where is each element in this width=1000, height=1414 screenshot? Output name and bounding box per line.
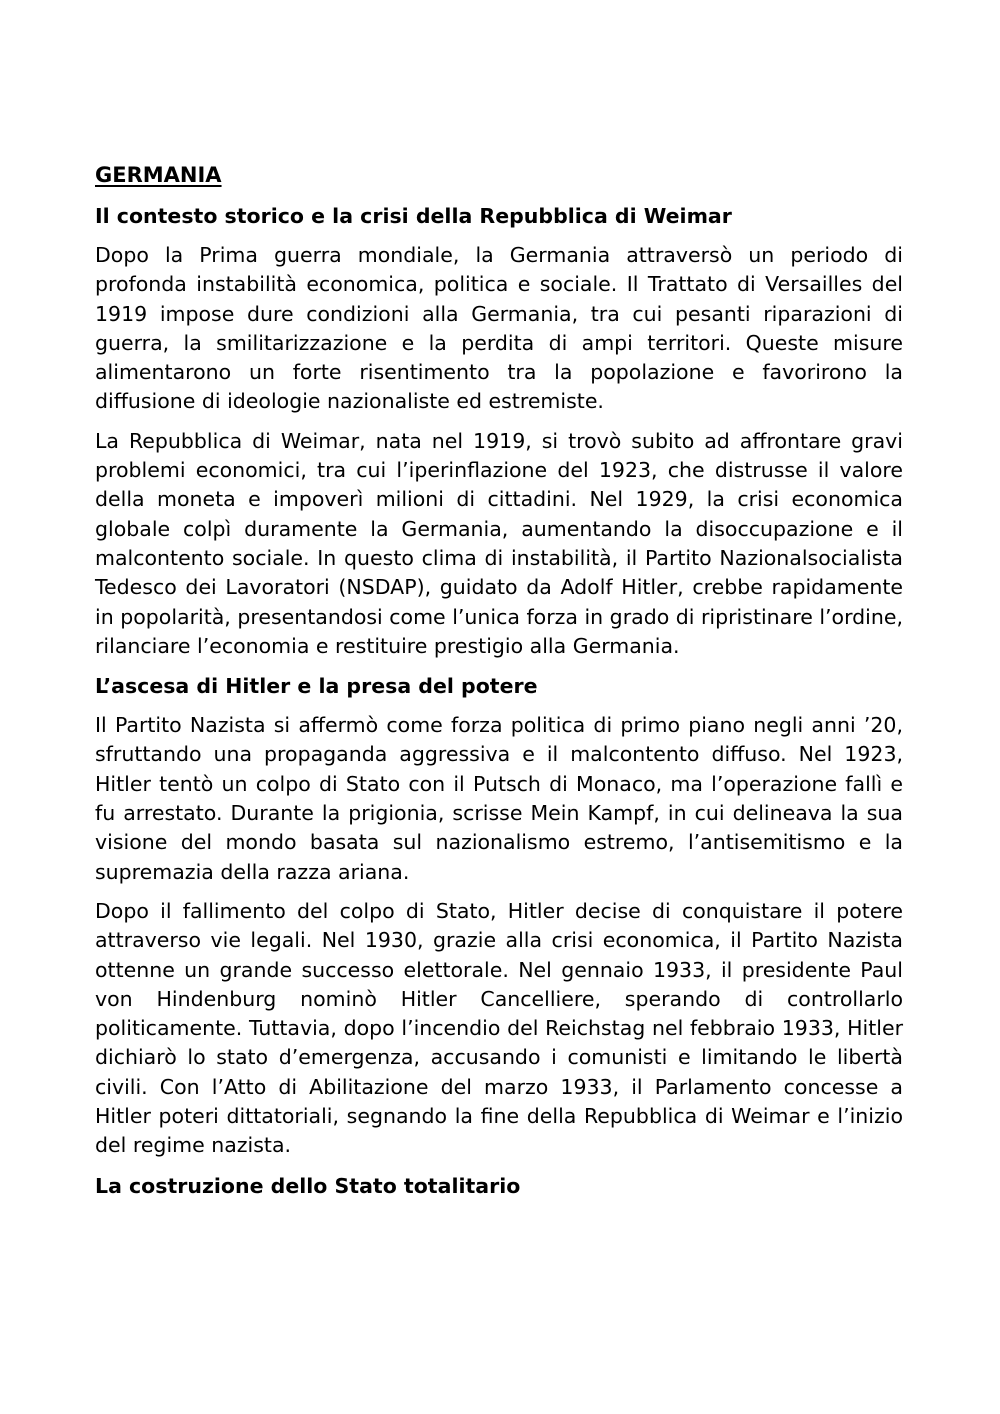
- document-page: [95, 160, 903, 1211]
- section-heading-totalitarian-state: La costruzione dello Stato totalitario: [95, 1173, 521, 1198]
- paragraph-seizure-of-power: Dopo il fallimento del colpo di Stato, Hitler decise di conquistare il potere attraverso vie legali. Nel 1930, grazie alla crisi economica, il Partito Nazista ottenne un grande successo elettorale. Nel gennaio 1933, il presidente Paul von Hindenburg nominò Hitler Cancelliere, sperando di controllarlo politicamente. Tuttavia, dopo l’incendio del Reichstag nel febbraio 1933, Hitler dichiarò lo stato d’emergenza, accusando i comunisti e limitando le libertà civili. Con l’Atto di Abilitazione del marzo 1933, il Parlamento concesse a Hitler poteri dittatoriali, segnando la fine della Repubblica di Weimar e l’inizio del regime nazista.: [95, 898, 903, 1158]
- section-heading-weimar: Il contesto storico e la crisi della Repubblica di Weimar: [95, 204, 732, 228]
- paragraph-nazi-party-rise: Il Partito Nazista si affermò come forza politica di primo piano negli anni ’20, sfruttando una propaganda aggressiva e il malcontento diffuso. Nel 1923, Hitler tentò un colpo di Stato con il Putsch di Monaco, ma l’operazione fallì e fu arrestato. Durante la prigionia, scrisse Mein Kampf, in cui delineava la sua visione del mondo basata sul nazionalismo estremo, l’antisemitismo e la supremazia della razza ariana.: [95, 713, 903, 884]
- paragraph-weimar-crisis: La Repubblica di Weimar, nata nel 1919, si trovò subito ad affrontare gravi problemi economici, tra cui l’iperinflazione del 1923, che distrusse il valore della moneta e impoverì milioni di cittadini. Nel 1929, la crisi economica globale colpì duramente la Germania, aumentando la disoccupazione e il malcontento sociale. In questo clima di instabilità, il Partito Nazionalsocialista Tedesco dei Lavoratori (NSDAP), guidato da Adolf Hitler, crebbe rapidamente in popolarità, presentandosi come l’unica forza in grado di ripristinare l’ordine, rilanciare l’economia e restituire prestigio alla Germania.: [95, 428, 903, 658]
- document-title: GERMANIA: [95, 163, 222, 187]
- section-heading-hitler-rise: L’ascesa di Hitler e la presa del potere: [95, 674, 538, 699]
- paragraph-postwar-instability: Dopo la Prima guerra mondiale, la Germania attraversò un periodo di profonda instabilità economica, politica e sociale. Il Trattato di Versailles del 1919 impose dure condizioni alla Germania, tra cui pesanti riparazioni di guerra, la smilitarizzazione e la perdita di ampi territori. Queste misure alimentarono un forte risentimento tra la popolazione e favorirono la diffusione di ideologie nazionaliste ed estremiste.: [95, 243, 903, 414]
